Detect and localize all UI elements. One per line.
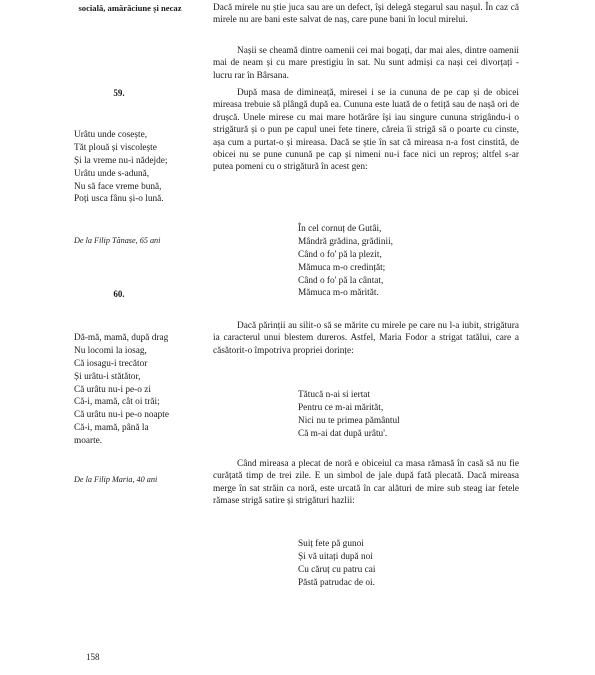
verse-line: Poți usca fânu și-o lună. xyxy=(74,194,164,205)
poem-line: Mămuca m-o credințăt; xyxy=(298,262,386,273)
verse-line: Că urâtu nu-i pe-o noapte xyxy=(74,410,170,421)
verse-line: Și la vreme nu-i nădejde; xyxy=(74,155,168,166)
poem-line: Păstă patrudac de oi. xyxy=(298,577,375,588)
song-verse xyxy=(74,129,167,206)
verse-line: Urâtu unde cosește, xyxy=(74,130,148,140)
verse-line: Și urâtu-i stătător, xyxy=(74,371,141,382)
song-verse xyxy=(74,332,169,448)
paragraph: Dacă mirele nu știe juca sau are un defect, își delegă stegarul sau nașul. În caz că mirele nu are bani este salvat de naș, care pune bani în locul mirelui. xyxy=(213,3,519,26)
poem-line: Cu căruț cu patru cai xyxy=(298,564,376,575)
poem-line: Când o fo' pă la cântat, xyxy=(298,275,384,286)
verse-line: Tăt plouă și viscolește xyxy=(74,142,157,153)
paragraph: Când mireasa a plecat de noră e obiceiul ca masa rămasă în casă să nu fie curățată timp de trei zile. E un simbol de jale după fată plecată. Dacă mireasa merge în sat străin ca noră, este urcată în car alături de mire sub steag iar fetele rămase strigă satire și strigături hazlii: xyxy=(213,459,519,507)
poem xyxy=(298,538,375,590)
poem-line: Când o fo' pă la plezit, xyxy=(298,249,382,260)
poem-line: Și vă uitați după noi xyxy=(298,551,373,562)
poem-line: Mămuca m-o mărităt. xyxy=(298,288,379,299)
verse-line: moarte. xyxy=(74,436,103,447)
verse-line: Nu locomi la iosag, xyxy=(74,345,147,356)
poem-line: Nici nu te primea pământul xyxy=(298,415,400,426)
verse-line: Dă-mă, mamă, după drag xyxy=(74,333,169,343)
song-source: De la Filip Maria, 40 ani xyxy=(74,475,158,484)
section-header: socială, amărăciune și necaz xyxy=(78,3,182,13)
paragraph: După masa de dimineață, miresei i se ia cununa de pe cap și de obicei mireasa trebuie să plângă după ea. Cununa este luată de o fetiță sau de nașă ori de drușcă. Unele mirese cu mai mare hotărâre își iau singure cununa strigându-i o strigătură și o pun pe capul unei fete tinere, căreia îi strigă să o poarte cu cinste, așa cum a purtat-o și mireasa. Dacă se știe în sat că mireasa n-a fost cinstită, de obicei nu se pune cunună pe cap și nimeni nu-i face nici un reproș; altfel s-ar putea pomeni cu o strigătură în acest gen: xyxy=(213,88,519,173)
song-source: De la Filip Tănase, 65 ani xyxy=(74,236,161,245)
poem-line: Tătucă n-ai si iertat xyxy=(298,390,371,400)
verse-line: Că-i, mamă, până la xyxy=(74,423,149,434)
verse-line: Că iosagu-i trecător xyxy=(74,358,148,369)
poem-line: Că m-ai dat după urâtu'. xyxy=(298,428,388,439)
poem-line: În cel cornuț de Gutâi, xyxy=(298,224,382,234)
paragraph: Dacă părinții au silit-o să se mărite cu mirele pe care nu l-a iubit, strigătura ia caracterul unui blestem dureros. Astfel, Maria Fodor a strigat tatălui, care a căsătorit-o împotriva propriei dorințe: xyxy=(213,321,519,356)
verse-line: Că-i, mamă, cât oi trăi; xyxy=(74,397,160,408)
poem xyxy=(298,223,393,300)
song-number: 59. xyxy=(113,88,125,98)
verse-line: Nu să face vreme bună, xyxy=(74,181,162,192)
paragraph: Nașii se cheamă dintre oamenii cei mai bogați, dar mai ales, dintre oamenii mai de neam și cu mare prestigiu în sat. Nu sunt admiși ca nași cei divorțați - lucru rar în Bârsana. xyxy=(213,46,519,81)
poem-line: Mândră grădina, grădinii, xyxy=(298,236,394,247)
verse-line: Că urâtu nu-i pe-o zi xyxy=(74,384,151,395)
verse-line: Urâtu unde s-adună, xyxy=(74,168,150,179)
poem xyxy=(298,389,400,441)
song-number: 60. xyxy=(113,289,125,299)
poem-line: Suiț fete pă gunoi xyxy=(298,539,364,549)
page-number: 158 xyxy=(86,652,100,662)
poem-line: Pentru ce m-ai mărităt, xyxy=(298,402,384,413)
